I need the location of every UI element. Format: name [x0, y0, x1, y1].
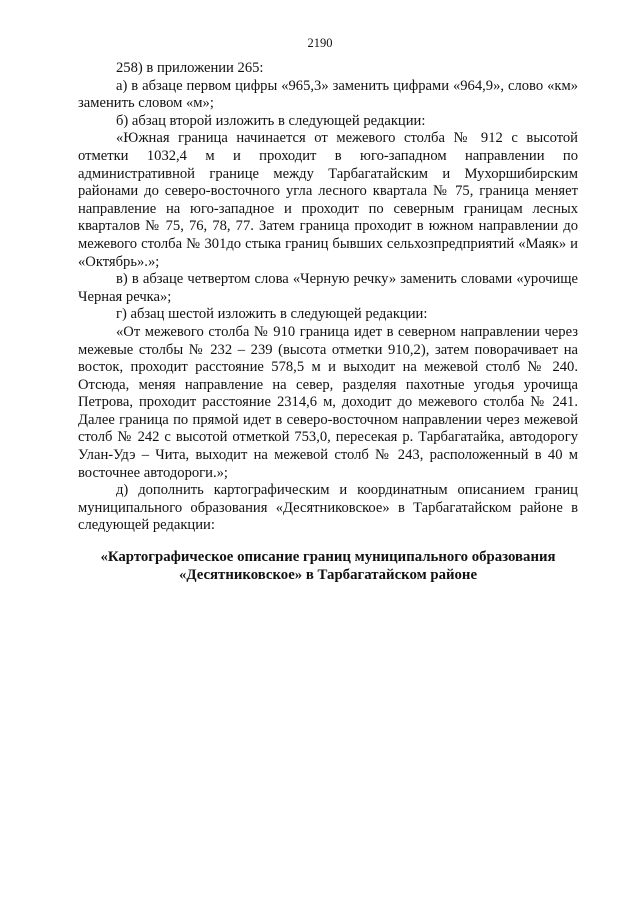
- section-heading: [78, 548, 578, 584]
- paragraph-item-258: 258) в приложении 265:: [116, 60, 264, 76]
- paragraph-item-b: б) абзац второй изложить в следующей редакции:: [116, 112, 426, 129]
- paragraph-item-d: д) дополнить картографическим и координатным описанием границ муниципального образования «Десятниковское» в Тарбагатайском районе в следующей редакции:: [78, 482, 578, 534]
- page-number: 2190: [307, 36, 333, 50]
- heading-line-1: «Картографическое описание границ муниципального образования: [100, 549, 556, 565]
- paragraph-item-v: в) в абзаце четвертом слова «Черную речку» заменить словами «урочище Черная речка»;: [78, 271, 578, 305]
- heading-line-2: «Десятниковское» в Тарбагатайском районе: [178, 567, 478, 583]
- paragraph-item-g: г) абзац шестой изложить в следующей редакции:: [116, 306, 428, 323]
- paragraph-south-border: «Южная граница начинается от межевого столба № 912 с высотой отметки 1032,4 м и проходит в юго-западном направлении по административной границе между Тарбагатайским и Мухоршибирским районами до северо-восточного угла лесного квартала № 75, граница меняет направление на юго-западное и проходит по северным границам лесных кварталов № 75, 76, 78, 77. Затем граница проходит в южном направлении до межевого столба № 301до стыка границ бывших сельхозпредприятий «Маяк» и «Октябрь».»;: [78, 130, 578, 270]
- paragraph-item-a: а) в абзаце первом цифры «965,3» заменить цифрами «964,9», слово «км» заменить словом «м»;: [78, 77, 578, 112]
- paragraph-north-border: «От межевого столба № 910 граница идет в северном направлении через межевые столбы № 232 – 239 (высота отметки 910,2), затем поворачивает на восток, проходит расстояние 578,5 м и выходит на межевой столб № 240. Отсюда, меняя направление на север, разделяя пахотные угодья урочища Петрова, проходит расстояние 2314,6 м, доходит до межевого столба № 241. Далее граница по прямой идет в северо-восточном направлении через межевой столб № 242 с высотой отметкой 753,0, пересекая р. Тарбагатайка, автодорогу Улан-Удэ – Чита, выходит на межевой столб № 243, расположенный в 40 м восточнее автодороги.»;: [78, 323, 578, 481]
- document-body: [78, 60, 578, 535]
